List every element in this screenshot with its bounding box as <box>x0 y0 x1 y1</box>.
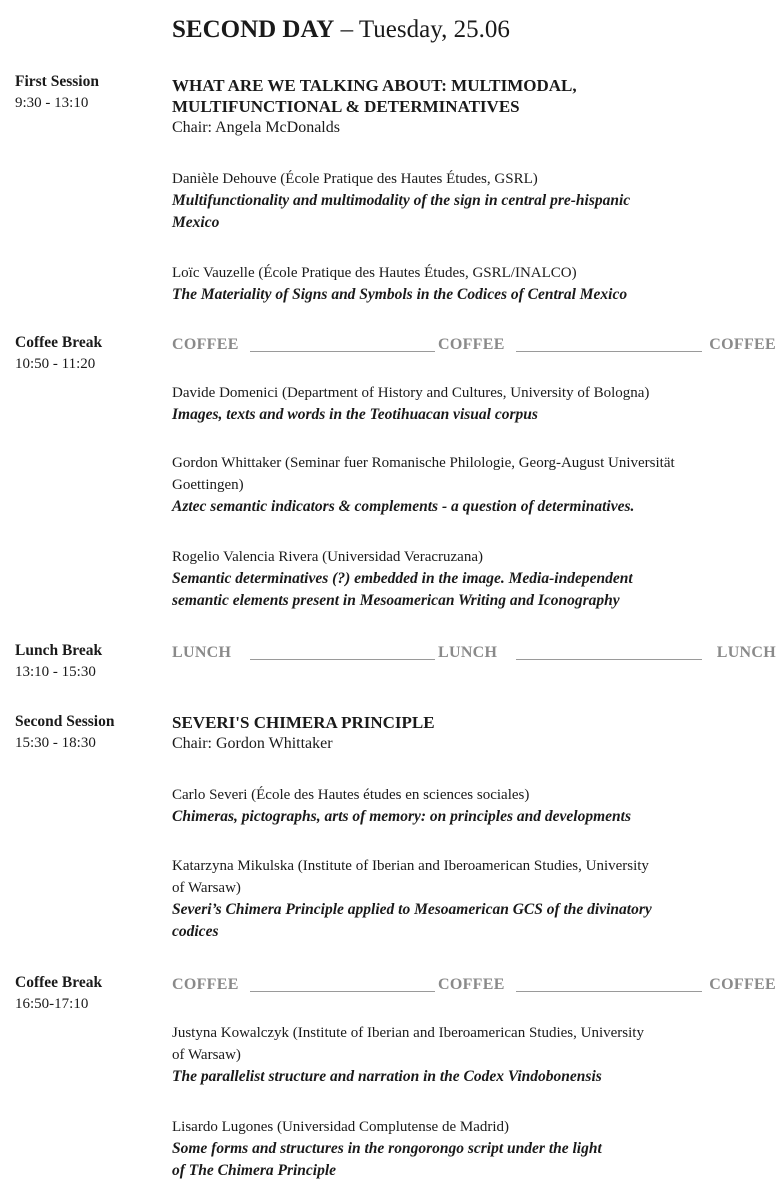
day-date: Tuesday, 25.06 <box>358 16 510 43</box>
first-session-title-line-2: MULTIFUNCTIONAL & DETERMINATIVES <box>172 97 520 116</box>
second-session-label: Second Session <box>15 713 115 730</box>
coffee-break-2-time: 16:50-17:10 <box>15 996 89 1012</box>
talk-title-line-1: Semantic determinatives (?) embedded in the image. Media-independent <box>172 570 633 587</box>
talk-speaker-line-2: Goettingen) <box>172 477 244 493</box>
first-session-title-line-1: WHAT ARE WE TALKING ABOUT: MULTIMODAL, <box>172 76 577 95</box>
lunch-word-1: LUNCH <box>172 644 232 661</box>
talk-lugones <box>172 1116 777 1182</box>
day-separator: – <box>340 16 354 43</box>
talk-speaker: Carlo Severi (École des Hautes études en sciences sociales) <box>172 787 530 803</box>
talk-title-line-1: The Materiality of Signs and Symbols in the Codices of Central Mexico <box>172 286 628 303</box>
coffee-word-1: COFFEE <box>172 976 239 993</box>
talk-speaker-line-1: Gordon Whittaker (Seminar fuer Romanische Philologie, Georg-August Universität <box>172 455 675 471</box>
break-divider <box>516 991 702 992</box>
talk-title-line-1: Some forms and structures in the rongorongo script under the light <box>172 1140 602 1157</box>
second-session-time: 15:30 - 18:30 <box>15 735 96 751</box>
coffee-word-3: COFFEE <box>709 976 776 993</box>
second-session-title: SEVERI'S CHIMERA PRINCIPLE <box>172 713 435 732</box>
talk-title-line-1: The parallelist structure and narration in the Codex Vindobonensis <box>172 1068 602 1085</box>
talk-mikulska <box>172 855 777 943</box>
lunch-word-3: LUNCH <box>716 644 776 661</box>
talk-valencia <box>172 546 777 612</box>
talk-kowalczyk <box>172 1022 777 1088</box>
coffee-break-2-label: Coffee Break <box>15 974 103 991</box>
page-title <box>172 16 510 44</box>
talk-title-line-2: codices <box>172 923 219 940</box>
lunch-break-banner <box>172 643 776 665</box>
break-divider <box>516 659 702 660</box>
break-divider <box>250 659 435 660</box>
second-session-header <box>172 712 777 755</box>
talk-speaker-line-1: Justyna Kowalczyk (Institute of Iberian and Iberoamerican Studies, University <box>172 1025 644 1041</box>
talk-title-line-2: semantic elements present in Mesoamerican Writing and Iconography <box>172 592 620 609</box>
lunch-break-label: Lunch Break <box>15 642 103 659</box>
coffee-word-2: COFFEE <box>438 336 505 353</box>
coffee-word-1: COFFEE <box>172 336 239 353</box>
talk-speaker: Loïc Vauzelle (École Pratique des Hautes Études, GSRL/INALCO) <box>172 265 577 281</box>
coffee-word-2: COFFEE <box>438 976 505 993</box>
coffee-break-2-time-block <box>15 973 165 1015</box>
talk-speaker-line-1: Katarzyna Mikulska (Institute of Iberian and Iberoamerican Studies, University <box>172 858 649 874</box>
talk-speaker: Davide Domenici (Department of History and Cultures, University of Bologna) <box>172 385 650 401</box>
talk-title-line-1: Aztec semantic indicators & complements - a question of determinatives. <box>172 498 635 515</box>
coffee-break-1-time-block <box>15 333 165 375</box>
talk-speaker-line-2: of Warsaw) <box>172 880 241 896</box>
talk-title-line-1: Multifunctionality and multimodality of the sign in central pre-hispanic <box>172 192 631 209</box>
coffee-break-1-label: Coffee Break <box>15 334 103 351</box>
break-divider <box>516 351 702 352</box>
second-session-time-block <box>15 712 165 754</box>
talk-whittaker <box>172 452 777 518</box>
talk-dehouve <box>172 168 777 234</box>
talk-title-line-2: Mexico <box>172 214 220 231</box>
lunch-break-time: 13:10 - 15:30 <box>15 664 96 680</box>
first-session-time: 9:30 - 13:10 <box>15 95 89 111</box>
talk-speaker: Rogelio Valencia Rivera (Universidad Veracruzana) <box>172 549 483 565</box>
talk-speaker: Danièle Dehouve (École Pratique des Hautes Études, GSRL) <box>172 171 538 187</box>
coffee-break-2-banner <box>172 975 776 997</box>
talk-title-line-2: of The Chimera Principle <box>172 1162 337 1179</box>
coffee-break-1-banner <box>172 335 776 357</box>
talk-domenici <box>172 382 777 426</box>
first-session-time-block <box>15 72 165 114</box>
talk-severi <box>172 784 777 828</box>
break-divider <box>250 991 435 992</box>
talk-speaker: Lisardo Lugones (Universidad Complutense de Madrid) <box>172 1119 510 1135</box>
lunch-break-time-block <box>15 641 165 683</box>
talk-title-line-1: Severi’s Chimera Principle applied to Mesoamerican GCS of the divinatory <box>172 901 652 918</box>
day-title: SECOND DAY <box>172 16 335 43</box>
second-session-chair: Chair: Gordon Whittaker <box>172 735 333 752</box>
first-session-chair: Chair: Angela McDonalds <box>172 119 340 136</box>
coffee-word-3: COFFEE <box>709 336 776 353</box>
break-divider <box>250 351 435 352</box>
talk-vauzelle <box>172 262 777 306</box>
first-session-label: First Session <box>15 73 99 90</box>
talk-speaker-line-2: of Warsaw) <box>172 1047 241 1063</box>
lunch-word-2: LUNCH <box>438 644 498 661</box>
first-session-header <box>172 75 777 139</box>
talk-title-line-1: Chimeras, pictographs, arts of memory: on principles and developments <box>172 808 631 825</box>
coffee-break-1-time: 10:50 - 11:20 <box>15 356 96 372</box>
talk-title-line-1: Images, texts and words in the Teotihuacan visual corpus <box>172 406 538 423</box>
